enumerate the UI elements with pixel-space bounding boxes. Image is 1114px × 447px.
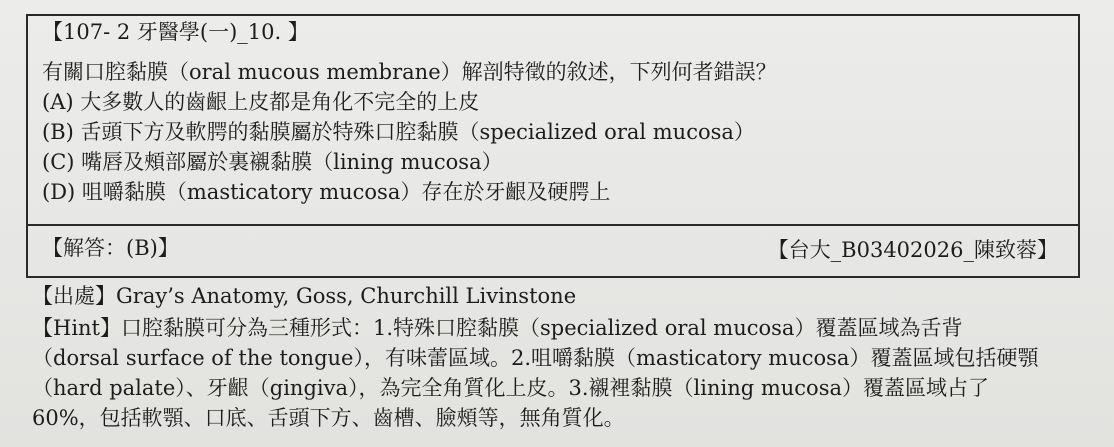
option-b: (B) 舌頭下方及軟腭的黏膜屬於特殊口腔黏膜（specialized oral mucosa） xyxy=(42,120,755,144)
option-d: (D) 咀嚼黏膜（masticatory mucosa）存在於牙齦及硬腭上 xyxy=(42,180,611,204)
hint-line-3: （hard palate）、牙齦（gingiva），為完全角質化上皮。3.襯裡黏膜（lining mucosa）覆蓋區域占了 xyxy=(32,376,989,400)
question-header: 【107- 2 牙醫學(一)_10. 】 xyxy=(42,20,309,44)
question-stem: 有關口腔黏膜（oral mucous membrane）解剖特徵的敘述，下列何者錯誤？ xyxy=(42,60,777,84)
hint-line-4: 60%，包括軟顎、口底、舌頭下方、齒槽、臉頰等，無角質化。 xyxy=(32,406,625,430)
hint-line-1: 【Hint】口腔黏膜可分為三種形式：1.特殊口腔黏膜（specialized oral mucosa）覆蓋區域為舌背 xyxy=(32,316,963,340)
source-line: 【出處】Gray’s Anatomy, Goss, Churchill Livinstone xyxy=(32,284,577,308)
hint-line-2: （dorsal surface of the tongue），有味蕾區域。2.咀嚼黏膜（masticatory mucosa）覆蓋區域包括硬顎 xyxy=(32,346,1039,370)
answer-credit: 【台大_B03402026_陳致蓉】 xyxy=(767,238,1058,262)
option-c: (C) 嘴唇及頰部屬於裏襯黏膜（lining mucosa） xyxy=(42,150,503,174)
option-a: (A) 大多數人的齒齦上皮都是角化不完全的上皮 xyxy=(42,90,480,114)
answer-label: 【解答：(B)】 xyxy=(42,236,179,260)
